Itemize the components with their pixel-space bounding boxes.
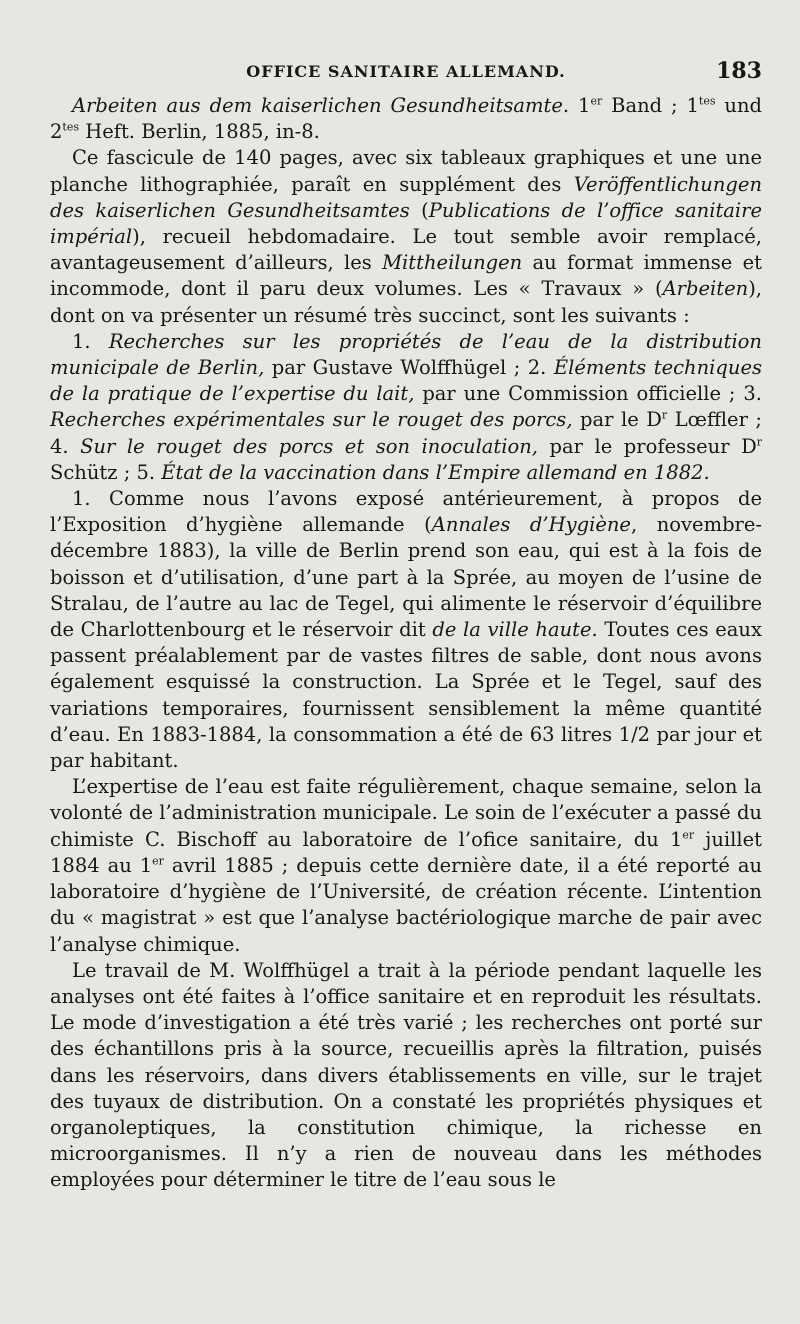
superscript: er bbox=[152, 854, 164, 868]
superscript: tes bbox=[698, 94, 716, 108]
superscript: er bbox=[682, 828, 695, 842]
text-span: au format immense et incommode, dont il paru deux volumes. Les « Travaux » ( bbox=[50, 251, 762, 301]
italic-text: Sur le rouget des porcs et son inoculation, bbox=[80, 434, 538, 458]
text-span: par le D bbox=[572, 408, 662, 432]
italic-text: Recherches sur les propriétés de l’eau de la distribution municipale de Berlin, bbox=[50, 329, 762, 380]
italic-text: Veröffentlichungen des kaiserlichen Gesundheitsamtes bbox=[50, 172, 762, 222]
text-span: juillet 1884 au 1 bbox=[50, 827, 762, 877]
text-span: Schütz ; 5. bbox=[50, 460, 162, 484]
text-span: , novembre-décembre 1883), la ville de Berlin prend son eau, qui est à la fois de boisson et d’utilisation, d’une part à la Sprée, au moyen de l’usine de Stralau, de l’autre au lac de Tegel, qui alimente le réservoir d’équilibre de Charlottenbourg et le réservoir dit bbox=[50, 513, 762, 642]
italic-text: Éléments techniques de la pratique de l’expertise du lait, bbox=[50, 356, 763, 406]
text-span: Toutes ces eaux passent préalablement par de vastes filtres de sable, dont nous avons également esquissé la construction. La Sprée et le Tegel, sauf des variations temporaires, fournissent sensiblement la même quantité d’eau. En 1883-1884, la consommation a été de 63 litres 1/2 par jour et par habitant. bbox=[50, 618, 762, 773]
text-span: 1. bbox=[72, 329, 109, 353]
superscript: r bbox=[661, 408, 668, 422]
paragraph bbox=[50, 958, 762, 1194]
page-header bbox=[50, 58, 762, 88]
running-title: OFFICE SANITAIRE ALLEMAND. bbox=[246, 62, 566, 81]
page-number: 183 bbox=[716, 58, 762, 84]
text-span: ), recueil hebdomadaire. Le tout semble avoir remplacé, avantageusement d’ailleurs, les bbox=[50, 225, 762, 275]
italic-text: Arbeiten bbox=[662, 277, 749, 301]
italic-text: Publications de l’office sanitaire impérial bbox=[50, 198, 763, 249]
superscript: r bbox=[756, 435, 762, 449]
paragraph bbox=[50, 774, 762, 957]
text-span: Lœffler ; 4. bbox=[50, 408, 762, 458]
text-span: Band ; 1 bbox=[602, 94, 699, 117]
italic-text: Mittheilungen bbox=[382, 251, 523, 275]
superscript: tes bbox=[62, 120, 79, 134]
text-span: Heft. Berlin, 1885, in-8. bbox=[79, 120, 320, 144]
text-span: 1. Comme nous l’avons exposé antérieurement, à propos de l’Exposition d’hygiène allemande ( bbox=[50, 487, 762, 537]
text-span: und 2 bbox=[50, 94, 762, 144]
text-span: L’expertise de l’eau est faite régulièrement, chaque semaine, selon la volonté de l’administration municipale. Le soin de l’exécuter a passé du chimiste C. Bischoff au laboratoire de l’ofice sanitaire, du 1 bbox=[50, 775, 762, 851]
italic-text: Recherches expérimentales sur le rouget des porcs, bbox=[50, 408, 573, 432]
italic-text: État de la vaccination dans l’Empire allemand en 1882. bbox=[161, 460, 710, 484]
italic-text: de la ville haute. bbox=[432, 618, 598, 642]
work-title: Arbeiten aus dem kaiserlichen Gesundheitsamte. bbox=[72, 94, 570, 117]
body-text bbox=[50, 93, 762, 1194]
text-span: avril 1885 ; depuis cette dernière date, il a été reporté au laboratoire d’hygiène de l’Université, de création récente. L’intention du « magistrat » est que l’analyse bactériologique marche de pair avec l’analyse chimique. bbox=[50, 853, 762, 956]
text-span: par le professeur D bbox=[538, 434, 757, 458]
text-span: Le travail de M. Wolffhügel a trait à la période pendant laquelle les analyses ont été faites à l’office sanitaire et en reproduit les résultats. Le mode d’investigation a été très varié ; les recherches ont porté sur des échantillons pris à la source, recueillis après la filtration, puisés dans les réservoirs, dans divers établissements en ville, sur le trajet des tuyaux de distribution. On a constaté les propriétés physiques et organoleptiques, la constitution chimique, la richesse en microorganismes. Il n’y a rien de nouveau dans les méthodes employées pour déterminer le titre de l’eau sous le bbox=[50, 958, 762, 1192]
paragraph bbox=[50, 145, 762, 328]
text-span: 1 bbox=[569, 94, 591, 117]
paragraph bbox=[50, 486, 762, 774]
text-span: par une Commission officielle ; 3. bbox=[414, 382, 762, 406]
text-span: Ce fascicule de 140 pages, avec six tableaux graphiques et une une planche lithographiée, paraît en supplément des bbox=[50, 146, 762, 196]
italic-text: Annales d’Hygiène bbox=[431, 513, 631, 537]
paragraph bbox=[50, 329, 762, 486]
text-span: par Gustave Wolffhügel ; 2. bbox=[264, 356, 554, 380]
text-span: ( bbox=[409, 198, 429, 222]
bibliographic-entry bbox=[50, 93, 762, 145]
superscript: er bbox=[590, 94, 603, 108]
text-span: ), dont on va présenter un résumé très succinct, sont les suivants : bbox=[50, 277, 762, 327]
